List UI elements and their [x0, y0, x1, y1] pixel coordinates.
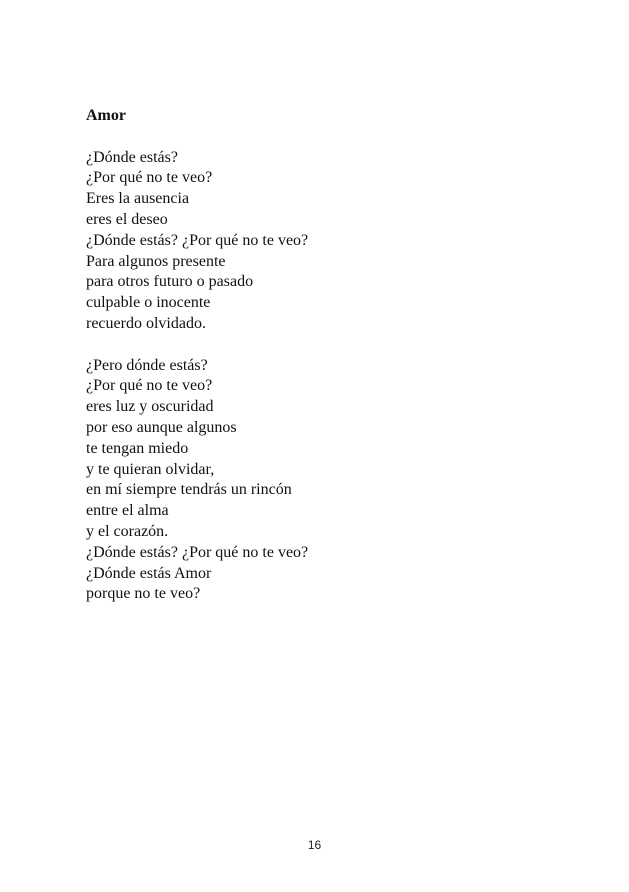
- poem-line: Para algunos presente: [86, 252, 226, 270]
- poem-line: ¿Dónde estás Amor: [86, 564, 212, 582]
- poem-line: te tengan miedo: [86, 439, 189, 457]
- poem-line: Eres la ausencia: [86, 190, 190, 208]
- poem-line: en mí siempre tendrás un rincón: [86, 481, 292, 499]
- poem-line: culpable o inocente: [86, 294, 211, 312]
- poem: [86, 106, 308, 605]
- stanza-2: [86, 356, 308, 606]
- poem-line: ¿Dónde estás?: [86, 148, 178, 166]
- poem-title: Amor: [86, 107, 126, 124]
- poem-line: porque no te veo?: [86, 585, 201, 603]
- poem-line: eres luz y oscuridad: [86, 398, 214, 416]
- poem-line: eres el deseo: [86, 210, 168, 228]
- page-number: 16: [307, 838, 322, 852]
- poem-line: para otros futuro o pasado: [86, 273, 254, 291]
- poem-line: ¿Pero dónde estás?: [86, 356, 208, 374]
- poem-line: por eso aunque algunos: [86, 418, 237, 436]
- poem-line: entre el alma: [86, 502, 169, 520]
- stanza-1: [86, 148, 308, 335]
- poem-line: ¿Dónde estás? ¿Por qué no te veo?: [86, 543, 309, 561]
- poem-line: ¿Dónde estás? ¿Por qué no te veo?: [86, 231, 309, 249]
- poem-line: recuerdo olvidado.: [86, 314, 206, 332]
- poem-line: y el corazón.: [86, 522, 169, 540]
- poem-line: ¿Por qué no te veo?: [86, 377, 213, 395]
- poem-line: ¿Por qué no te veo?: [86, 169, 213, 187]
- poem-line: y te quieran olvidar,: [86, 460, 215, 478]
